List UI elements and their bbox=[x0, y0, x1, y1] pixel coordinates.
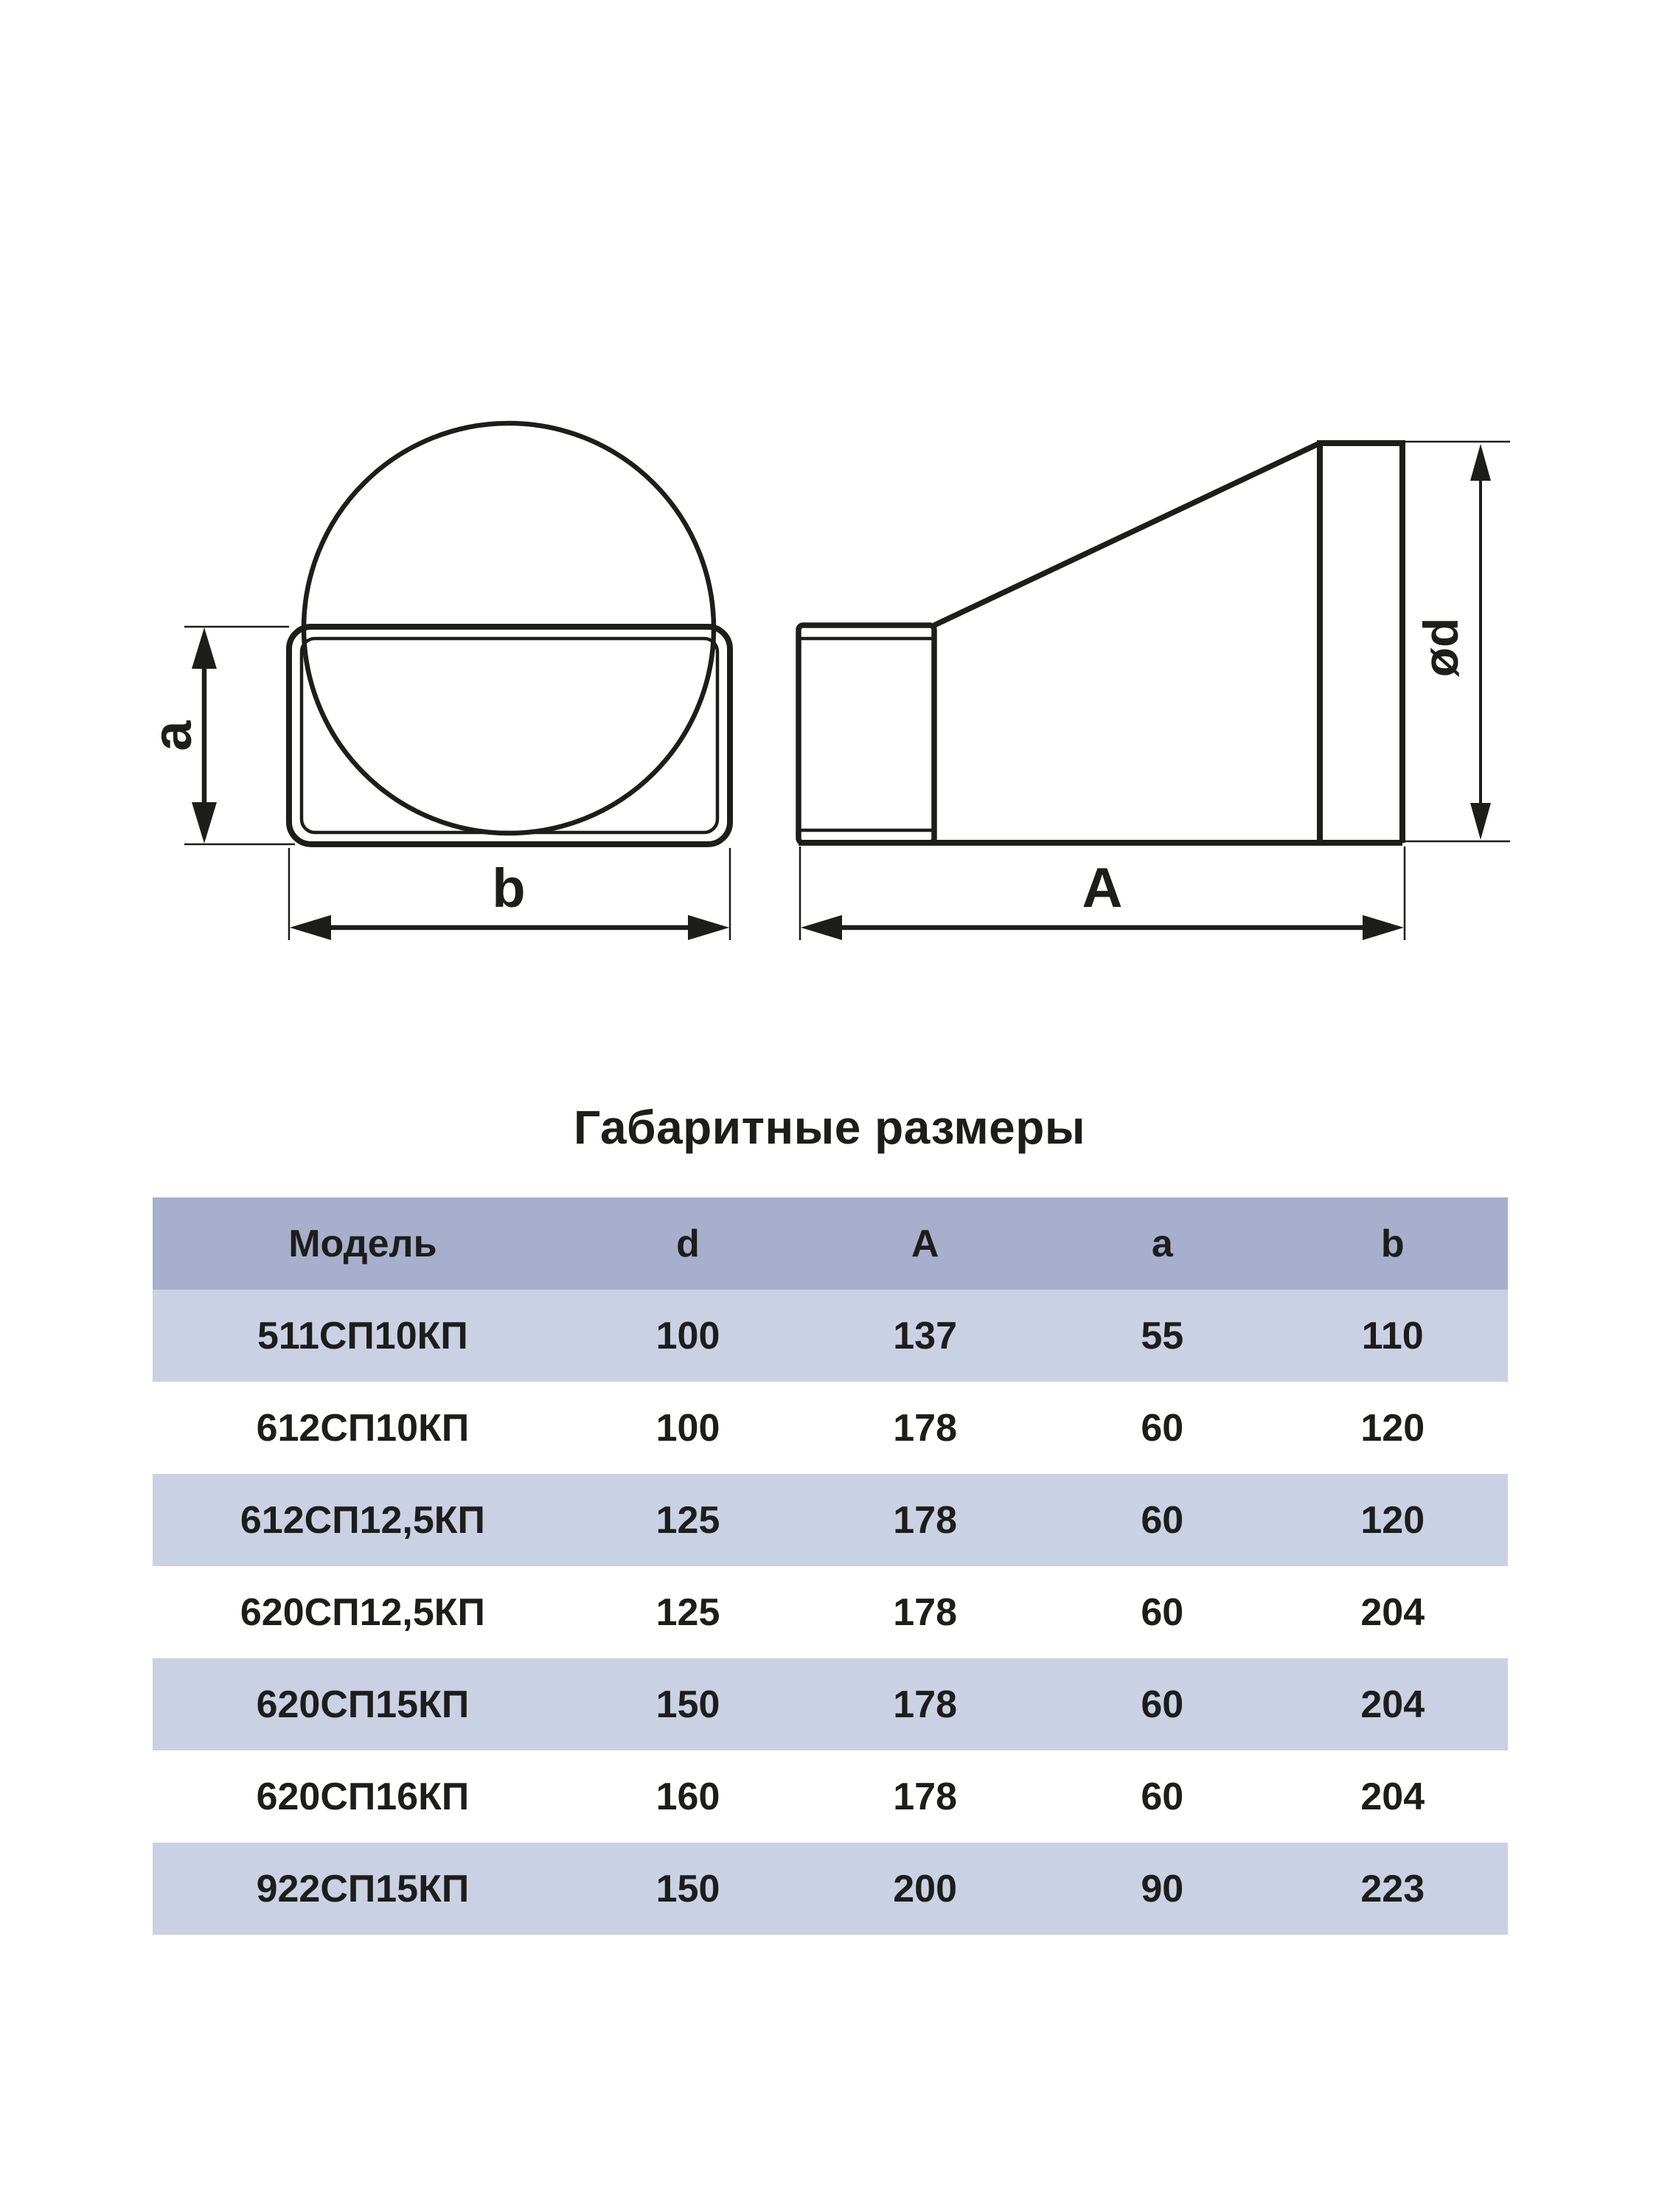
table-cell-d: 100 bbox=[655, 1314, 720, 1357]
table-cell-A: 178 bbox=[893, 1498, 958, 1542]
table-cell-model: 612СП12,5КП bbox=[240, 1498, 485, 1542]
table-cell-b: 204 bbox=[1360, 1590, 1425, 1634]
dimension-A-label: A bbox=[1082, 857, 1123, 919]
table-cell-model: 620СП12,5КП bbox=[240, 1590, 485, 1634]
table-cell-a: 55 bbox=[1141, 1314, 1184, 1357]
table-cell-A: 178 bbox=[893, 1590, 958, 1634]
table-header-cell-d: d bbox=[676, 1222, 700, 1265]
table-cell-d: 100 bbox=[655, 1406, 720, 1450]
table-cell-d: 125 bbox=[655, 1498, 720, 1542]
front-view bbox=[142, 423, 730, 940]
table-header-cell-A: A bbox=[911, 1222, 939, 1265]
table-cell-model: 620СП15КП bbox=[256, 1683, 470, 1726]
reducer-slope-line bbox=[934, 443, 1320, 625]
dimension-b bbox=[289, 848, 730, 940]
table-cell-b: 223 bbox=[1360, 1867, 1425, 1910]
table-cell-d: 125 bbox=[655, 1590, 720, 1634]
table-cell-A: 178 bbox=[893, 1683, 958, 1726]
dimension-b-label: b bbox=[492, 858, 526, 919]
table-header-cell-a: a bbox=[1151, 1222, 1173, 1265]
table-header-row bbox=[153, 1197, 1508, 1290]
table-cell-model: 612СП10КП bbox=[256, 1406, 470, 1450]
table-cell-b: 120 bbox=[1360, 1406, 1425, 1450]
dimension-diameter bbox=[1402, 442, 1510, 841]
table-body bbox=[153, 1290, 1508, 1935]
table-header-cell-model: Модель bbox=[288, 1222, 437, 1265]
table-cell-a: 60 bbox=[1141, 1406, 1184, 1450]
table-cell-A: 137 bbox=[893, 1314, 958, 1357]
table-cell-a: 60 bbox=[1141, 1590, 1184, 1634]
table-cell-A: 200 bbox=[893, 1867, 958, 1910]
table-cell-d: 150 bbox=[655, 1683, 720, 1726]
table-cell-model: 922СП15КП bbox=[256, 1867, 470, 1910]
table-cell-a: 60 bbox=[1141, 1775, 1184, 1818]
dimension-diameter-label: ød bbox=[1413, 617, 1469, 678]
table-cell-b: 110 bbox=[1361, 1314, 1424, 1357]
rect-port-outline bbox=[799, 625, 934, 843]
table-cell-d: 160 bbox=[655, 1775, 720, 1818]
table-cell-model: 620СП16КП bbox=[256, 1775, 470, 1818]
table-cell-a: 90 bbox=[1141, 1867, 1184, 1910]
technical-drawing bbox=[0, 0, 1659, 1032]
dimension-a bbox=[142, 627, 295, 844]
round-collar-outline bbox=[1320, 443, 1402, 843]
table-cell-b: 204 bbox=[1360, 1775, 1425, 1818]
table-row bbox=[153, 1474, 1508, 1566]
table-row bbox=[153, 1750, 1508, 1843]
table-row bbox=[153, 1658, 1508, 1750]
dimensions-table bbox=[153, 1197, 1508, 1935]
rect-duct-outer-outline bbox=[289, 627, 730, 844]
side-view bbox=[799, 442, 1510, 940]
table-cell-b: 204 bbox=[1360, 1683, 1425, 1726]
table-row bbox=[153, 1566, 1508, 1658]
table-header-cell-b: b bbox=[1380, 1222, 1405, 1265]
dimension-A bbox=[800, 846, 1405, 940]
table-row bbox=[153, 1290, 1508, 1382]
table-cell-A: 178 bbox=[893, 1406, 958, 1450]
table-cell-a: 60 bbox=[1141, 1498, 1184, 1542]
page-title: Габаритные размеры bbox=[574, 1101, 1085, 1154]
table-cell-model: 511СП10КП bbox=[257, 1314, 468, 1357]
table-cell-b: 120 bbox=[1360, 1498, 1425, 1542]
table-cell-a: 60 bbox=[1141, 1683, 1184, 1726]
dimension-a-label: a bbox=[141, 720, 203, 751]
table-cell-A: 178 bbox=[893, 1775, 958, 1818]
table-row bbox=[153, 1382, 1508, 1474]
rect-duct-inner-outline bbox=[302, 639, 717, 832]
table-row bbox=[153, 1843, 1508, 1935]
table-cell-d: 150 bbox=[655, 1867, 720, 1910]
